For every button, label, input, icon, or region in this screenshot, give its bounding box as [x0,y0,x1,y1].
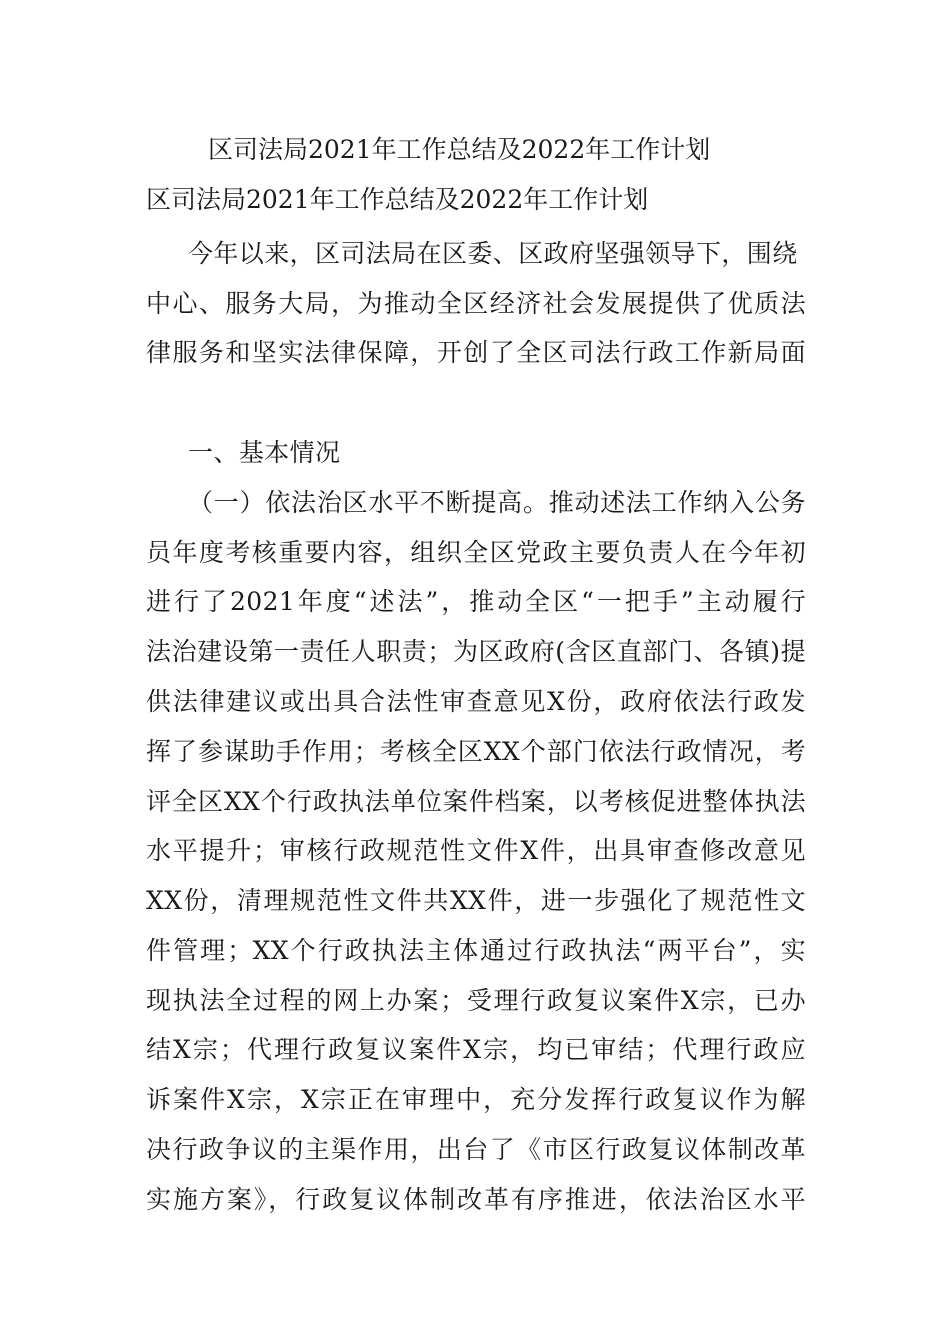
intro-line: 中心、服务大局，为推动全区经济社会发展提供了优质法 [146,289,806,318]
body-line: XX份，清理规范性文件共XX件，进一步强化了规范性文 [146,886,806,915]
body-line: 供法律建议或出具合法性审查意见X份，政府依法行政发 [146,687,806,716]
body-line: （一）依法治区水平不断提高。推动述法工作纳入公务 [188,488,806,517]
body-line: 水平提升；审核行政规范性文件X件，出具审查修改意见 [146,836,806,865]
document-subtitle: 区司法局2021年工作总结及2022年工作计划 [146,185,649,214]
body-line: 法治建设第一责任人职责；为区政府(含区直部门、各镇)提 [146,637,806,666]
body-line: 员年度考核重要内容，组织全区党政主要负责人在今年初 [146,538,806,567]
body-line: 诉案件X宗，X宗正在审理中，充分发挥行政复议作为解 [146,1085,806,1114]
body-line: 现执法全过程的网上办案；受理行政复议案件X宗，已办 [146,986,806,1015]
document-title: 区司法局2021年工作总结及2022年工作计划 [208,135,711,164]
body-line: 挥了参谋助手作用；考核全区XX个部门依法行政情况，考 [146,737,806,766]
intro-line: 今年以来，区司法局在区委、区政府坚强领导下，围绕 [188,239,798,268]
body-line: 评全区XX个行政执法单位案件档案，以考核促进整体执法 [146,787,806,816]
section-heading: 一、基本情况 [188,438,341,467]
body-line: 结X宗；代理行政复议案件X宗，均已审结；代理行政应 [146,1035,806,1064]
intro-line: 律服务和坚实法律保障，开创了全区司法行政工作新局面 [146,338,806,367]
body-line: 决行政争议的主渠作用，出台了《市区行政复议体制改革 [146,1135,806,1164]
body-line: 进行了2021年度“述法”，推动全区“一把手”主动履行 [146,587,806,616]
body-line: 件管理；XX个行政执法主体通过行政执法“两平台”，实 [146,936,806,965]
body-line: 实施方案》，行政复议体制改革有序推进，依法治区水平 [146,1185,806,1214]
